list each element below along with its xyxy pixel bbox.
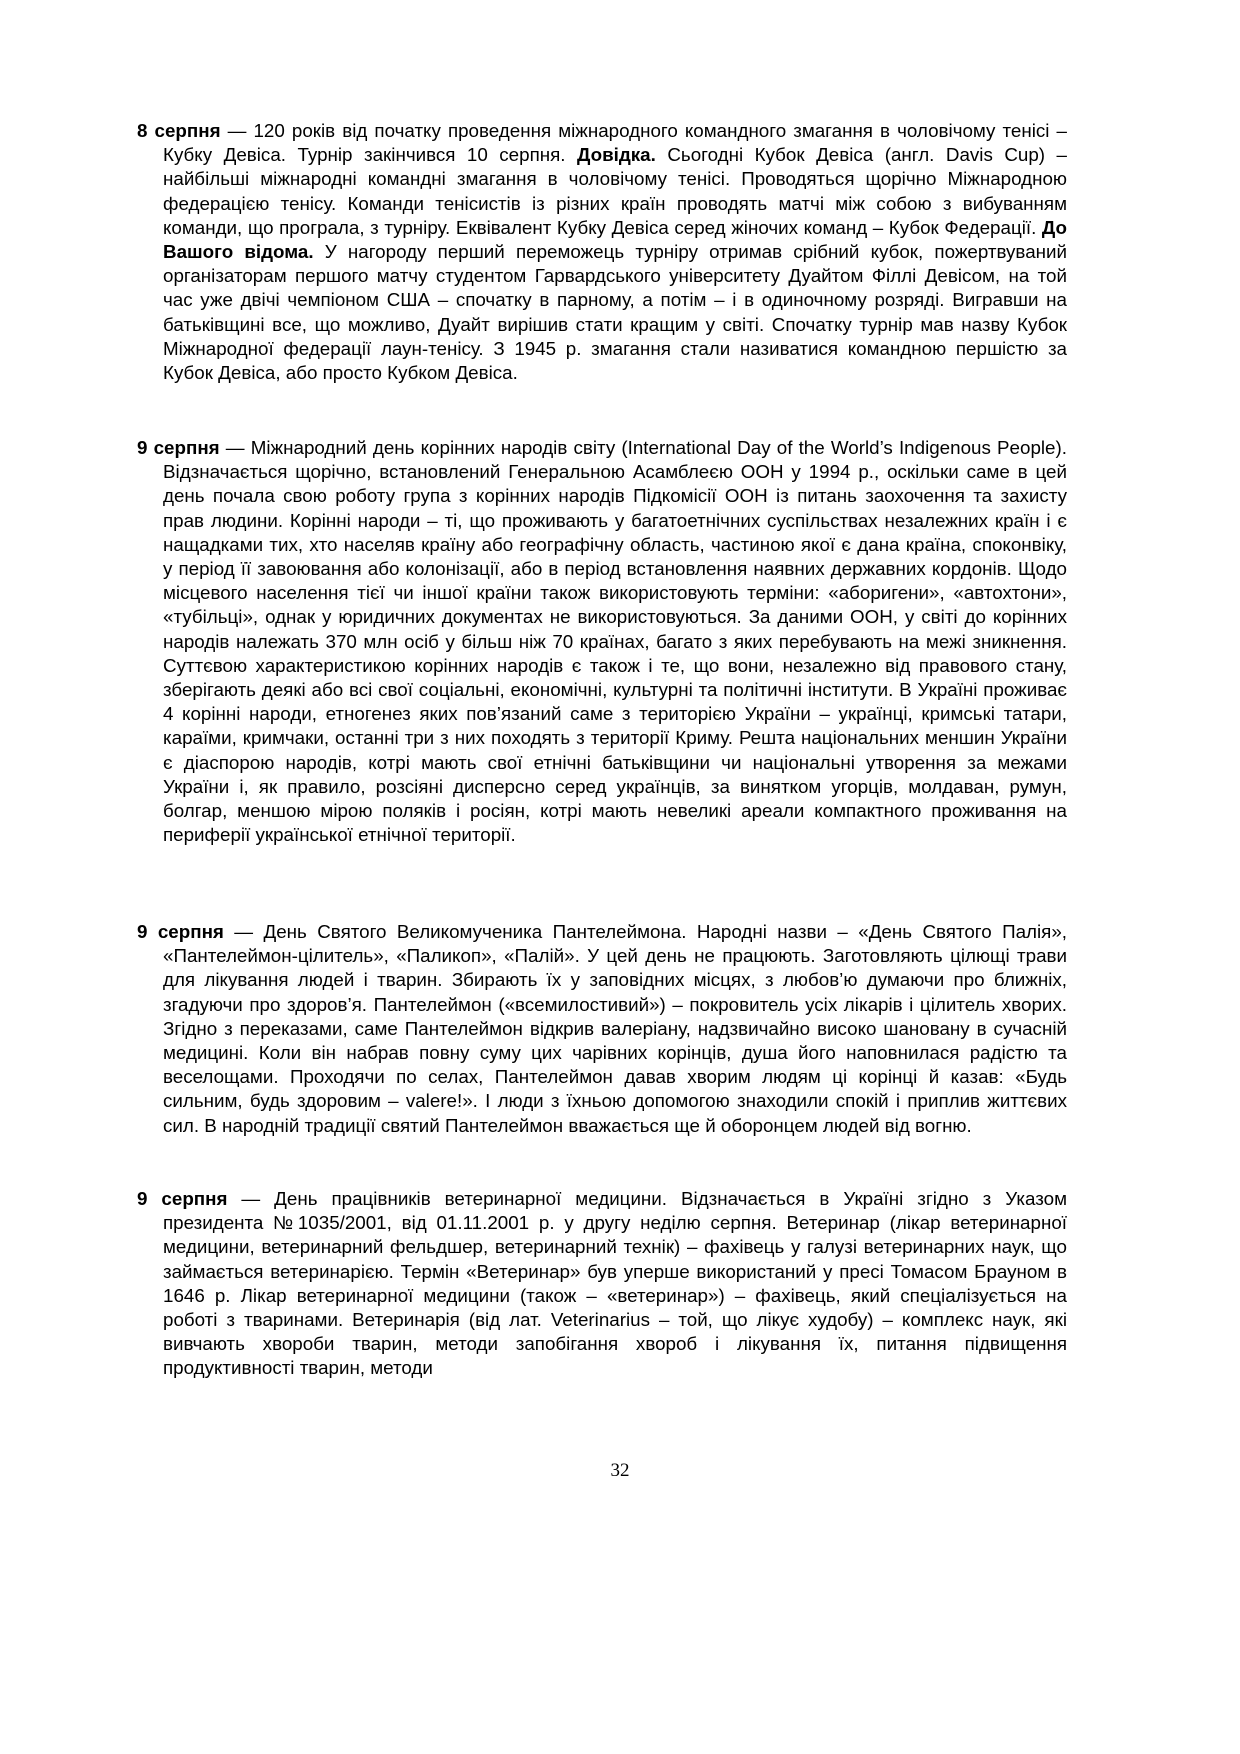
page-number: 32 xyxy=(610,1460,630,1481)
entry-indigenous-peoples-day xyxy=(137,436,1067,847)
entry-text: Сьогодні Кубок Девіса (англ. Davis Cup) – найбільші міжнародні командні змагання в чоловічому тенісі. Проводяться щорічно Міжнародною федерацією тенісу. Команди тенісистів із різних країн проводять матчі між собою з вибуванням команди, що програла, з турніру. Еквівалент Кубку Девіса серед жіночих команд – Кубок Федерації. xyxy=(163,144,1067,238)
entry-date: 9 серпня xyxy=(137,437,220,458)
entry-panteleimon-day xyxy=(137,920,1067,1138)
entry-text: — День працівників ветеринарної медицини. Відзначається в Україні згідно з Указом президента №1035/2001, від 01.11.2001 р. у другу неділю серпня. Ветеринар (лікар ветеринарної медицини, ветеринарний фельдшер, ветеринарний технік) – фахівець у галузі ветеринарних наук, що займається ветеринарією. Термін «Ветеринар» був уперше використаний у пресі Томасом Брауном в 1646 р. Лікар ветеринарної медицини (також – «ветеринар») – фахівець, який спеціалізується на роботі з тваринами. Ветеринарія (від лат. Veterinarius – той, що лікує худобу) – комплекс наук, які вивчають хвороби тварин, методи запобігання хвороб і лікування їх, питання підвищення продуктивності тварин, методи xyxy=(163,1188,1067,1379)
entry-veterinary-day xyxy=(137,1187,1067,1381)
entry-date: 9 серпня xyxy=(137,921,224,942)
entry-date: 8 серпня xyxy=(137,120,221,141)
entry-text: — Міжнародний день корінних народів світу (International Day of the World’s Indigenous People). Відзначається щорічно, встановлений Генеральною Асамблеєю ООН у 1994 р., оскільки саме в цей день почала свою роботу група з корінних народів Підкомісії ООН із питань заохочення та захисту прав людини. Корінні народи – ті, що проживають у багатоетнічних суспільствах незалежних країн і є нащадками тих, хто населяв країну або географічну область, частиною якої є дана країна, споконвіку, у період її завоювання або колонізації, або в період встановлення наявних державних кордонів. Щодо місцевого населення тієї чи іншої країни також використовують терміни: «аборигени», «автохтони», «тубільці», однак у юридичних документах не використовуються. За даними ООН, у світі до корінних народів належать 370 млн осіб у більш ніж 70 країнах, багато з яких перебувають на межі зникнення. Суттєвою характеристикою корінних народів є також і те, що вони, незалежно від правового стану, зберігають деякі або всі свої соціальні, економічні, культурні та політичні інститути. В Україні проживає 4 корінні народи, етногенез яких пов’язаний саме з територією України – українці, кримські татари, караїми, кримчаки, останні три з них походять з території Криму. Решта національних меншин України є діаспорою народів, котрі мають свої етнічні батьківщини чи національні утворення за межами України і, як правило, розсіяні дисперсно серед українців, за винятком угорців, молдаван, румун, болгар, меншою мірою поляків і росіян, котрі мають невеликі ареали компактного проживання на периферії української етнічної території. xyxy=(163,437,1067,846)
entry-text: У нагороду перший переможець турніру отримав срібний кубок, пожертвуваний організаторам першого матчу студентом Гарвардського університету Дуайтом Філлі Девісом, на той час уже двічі чемпіоном США – спочатку в парному, а потім – і в одиночному розряді. Вигравши на батьківщині все, що можливо, Дуайт вирішив стати кращим у світі. Спочатку турнір мав назву Кубок Міжнародної федерації лаун-тенісу. З 1945 р. змагання стали називатися командною першістю за Кубок Девіса, або просто Кубком Девіса. xyxy=(163,241,1067,384)
entry-bold-label: До Вашого відома. xyxy=(163,216,1067,263)
entry-date: 9 серпня xyxy=(137,1188,228,1209)
entry-bold-label: Довідка. xyxy=(577,144,656,166)
entry-text: — День Святого Великомученика Пантелеймона. Народні назви – «День Святого Палія», «Пантелеймон-цілитель», «Паликоп», «Палій». У цей день не працюють. Заготовляють цілющі трави для лікування людей і тварин. Збирають їх у заповідних місцях, з любов’ю думаючи про ближніх, згадуючи про здоров’я. Пантелеймон («всемилостивий») – покровитель усіх лікарів і цілитель хворих. Згідно з переказами, саме Пантелеймон відкрив валеріану, надзвичайно високо шановану в сучасній медицині. Коли він набрав повну суму цих чарівних корінців, душа його наповнилася радістю та веселощами. Проходячи по селах, Пантелеймон давав хворим людям ці корінці й казав: «Будь сильним, будь здоровим – valere!». І люди з їхньою допомогою знаходили спокій і приплив життєвих сил. В народній традиції святий Пантелеймон вважається ще й оборонцем людей від вогню. xyxy=(163,921,1067,1136)
entry-text: — 120 років від початку проведення міжнародного командного змагання в чоловічому тенісі – Кубку Девіса. Турнір закінчився 10 серпня. xyxy=(163,120,1067,166)
entry-davis-cup xyxy=(137,119,1067,385)
